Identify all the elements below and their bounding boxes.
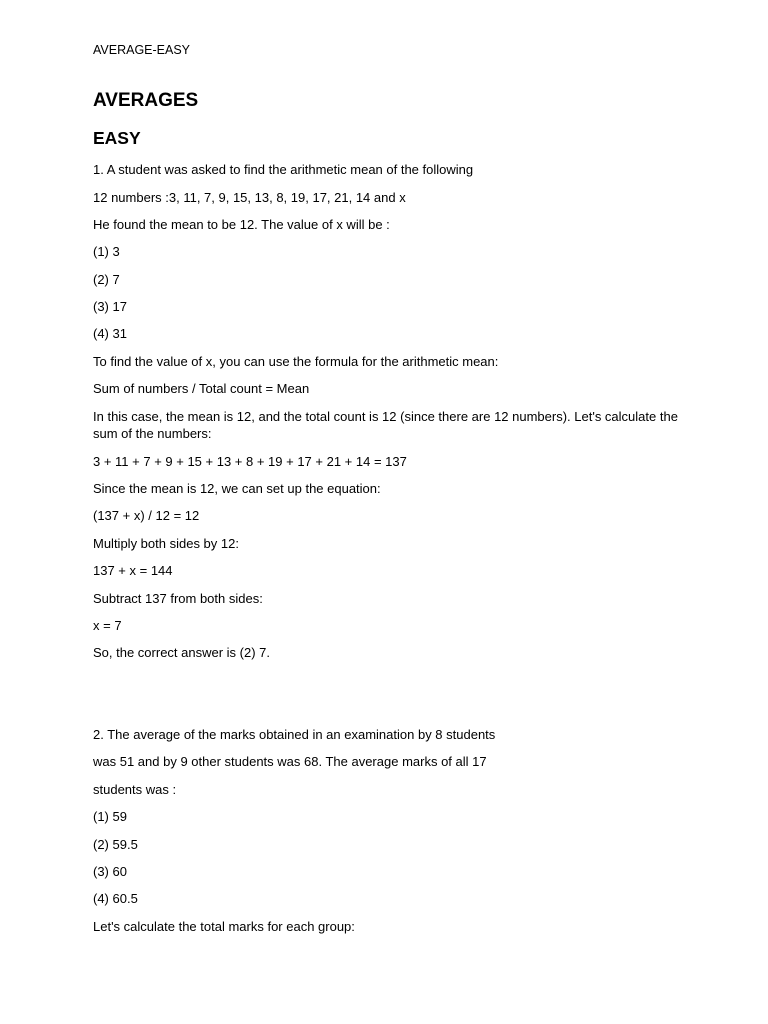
section-heading: EASY — [93, 128, 141, 148]
question-2-option-2: (2) 59.5 — [93, 837, 138, 852]
question-2-option-4: (4) 60.5 — [93, 891, 138, 906]
question-2-option-1: (1) 59 — [93, 809, 127, 824]
question-2-stem-line-1: 2. The average of the marks obtained in an examination by 8 students — [93, 727, 496, 742]
solution-1-equation: 3 + 11 + 7 + 9 + 15 + 13 + 8 + 19 + 17 + 21 + 14 = 137 — [93, 454, 407, 469]
solution-1-paragraph: To find the value of x, you can use the formula for the arithmetic mean: — [93, 354, 499, 369]
question-2-option-3: (3) 60 — [93, 864, 127, 879]
solution-1-equation: x = 7 — [93, 618, 122, 633]
question-2-stem-line-2: was 51 and by 9 other students was 68. The average marks of all 17 — [93, 754, 487, 769]
solution-2-paragraph: Let's calculate the total marks for each group: — [93, 919, 355, 934]
question-1-stem-line-3: He found the mean to be 12. The value of x will be : — [93, 217, 390, 232]
solution-1-answer: So, the correct answer is (2) 7. — [93, 645, 271, 660]
question-1-option-3: (3) 17 — [93, 299, 127, 314]
question-1-option-1: (1) 3 — [93, 244, 120, 259]
solution-1-equation: 137 + x = 144 — [93, 563, 173, 578]
question-2-stem-line-3: students was : — [93, 782, 177, 797]
document-title: AVERAGES — [93, 90, 199, 111]
solution-1-paragraph: Sum of numbers / Total count = Mean — [93, 381, 310, 396]
question-1-option-2: (2) 7 — [93, 272, 120, 287]
solution-1-paragraph: Subtract 137 from both sides: — [93, 591, 263, 606]
solution-1-paragraph: Multiply both sides by 12: — [93, 536, 239, 551]
question-1-stem-line-2: 12 numbers :3, 11, 7, 9, 15, 13, 8, 19, 17, 21, 14 and x — [93, 190, 406, 205]
question-1-option-4: (4) 31 — [93, 326, 127, 341]
running-header: AVERAGE-EASY — [93, 43, 191, 57]
solution-1-equation: (137 + x) / 12 = 12 — [93, 508, 200, 523]
solution-1-paragraph: Since the mean is 12, we can set up the equation: — [93, 481, 381, 496]
solution-1-paragraph: In this case, the mean is 12, and the total count is 12 (since there are 12 numbers). Let's calculate the sum of the numbers: — [93, 409, 678, 441]
question-1-stem-line-1: 1. A student was asked to find the arithmetic mean of the following — [93, 162, 474, 177]
